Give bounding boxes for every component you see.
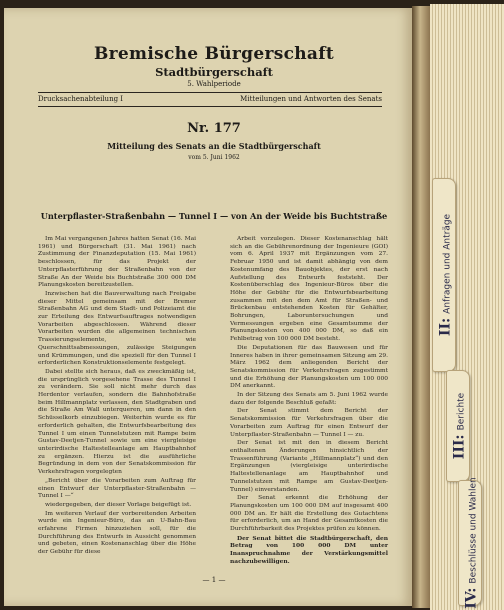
paragraph: Arbeit vorzulegen. Dieser Kostenanschlag hält sich an die Gebührenordnung der Ingenieure (GOI) vom 6. April 1937 mit Ergänzungen vom 27. Februar 1950 und ist damit abhängig von dem Kostenumfang des Bauobjektes, der erst nach Aufstellung des Entwurfs feststeht. Der Kostenüberschlag des Ingenieur-Büros über die Höhe der Gebühr für die Entwurfsbearbeitung zusammen mit den dem Amt für Straßen- und Brückenbau entstehenden Kosten für Gehälter, Bohrungen, Laboruntersuchungen und Vermessungen ergeben eine Gesamtsumme der Planungskosten von 400 000 DM, so daß ein Fehlbetrag von 100 000 DM besteht. [230,236,388,343]
tab-label: III:Berichte [451,392,468,460]
header-rule-top [38,92,382,93]
election-period: 5. Wahlperiode [187,80,241,88]
document-page [4,8,412,606]
paragraph-resolution: Der Senat bittet die Stadtbürgerschaft, den Betrag von 100 000 DM unter Inanspruchnahme der Verstärkungsmittel nachzubewilligen. [230,534,388,565]
document-number: Nr. 177 [187,121,241,136]
header-rule-bottom [38,106,382,107]
paragraph: Der Senat erkennt die Erhöhung der Planungskosten um 100 000 DM auf insgesamt 400 000 DM an. Er hält die Erstellung des Gutachtens für erforderlich, um an Hand der Gesamtkosten die Durchführbarkeit des Projektes prüfen zu können. [230,495,388,533]
paragraph: Dabei stellte sich heraus, daß es zweckmäßig ist, die ursprünglich vorgesehene Trasse des Tunnel I zu verändern. Sie soll nicht mehr durch das Herdentor verlaufen, sondern die Bahnhofstraße beim Hillmannplatz verlassen, den Stadtgraben und die Straße Am Wall unterqueren, um dann in den Schüsselkorb einzubiegen. Weiterhin wurde es für erforderlich gehalten, die Entwurfsbearbeitung des Tunnel I um einen Tunnelstutzen mit Rampe beim Gustav-Deetjen-Tunnel sowie um eine viergleisige unterirdische Haltestelleanlage am Hauptbahnhof zu ergänzen. Hierzu ist die ausführliche Begründung in dem von der Senatskommission für Verkehrsfragen vorgelegten [38,368,196,476]
paragraph: Inzwischen hat die Bauverwaltung nach Freigabe dieser Mittel gemeinsam mit der Bremer Straßenbahn AG und dem Stadt- und Polizeiamt die zur Erteilung des Entwurfsauftrages notwendigen Vorarbeiten abgeschlossen. Während dieser Vorarbeiten wurden die allgemeinen technischen Trassierungselemente, wie Querschnittsabmessungen, zulässige Steigungen und Krümmungen, und die speziell für den Tunnel I erforderlichen Konstruktionselemente festgelegt. [38,290,196,367]
paragraph: Der Senat ist mit den in diesem Bericht enthaltenen Änderungen hinsichtlich der Trassenführung (Variante „Hillmannplatz“) und den Ergänzungen (viergleisige unterirdische Haltestellenanlage am Hauptbahnhof und Tunnelstutzen mit Rampe am Gustav-Deetjen-Tunnel) einverstanden. [230,440,388,493]
paragraph: wiedergegeben, der dieser Vorlage beigefügt ist. [45,501,192,508]
section-tab-anfragen[interactable] [432,178,456,372]
page-subtitle: Stadtbürgerschaft [155,65,273,79]
tab-label: II:Anfragen und Anträge [437,213,454,337]
page-title: Bremische Bürgerschaft [93,44,334,64]
series-label: Mitteilungen und Antworten des Senats [240,95,382,103]
page-number: — 1 — [202,576,226,584]
section-heading: Unterpflaster-Straßenbahn — Tunnel I — von An der Weide bis Buchtstraße [40,211,388,221]
paragraph: Im weiteren Verlauf der vorbereitenden Arbeiten wurde ein Ingenieur-Büro, das an U-Bahn-Bau erfahrene Firmen hinzuziehen soll, für die Durchführung des Entwurfs in Aussicht genommen und gebeten, einen Kostenanschlag über die Höhe der Gebühr für diese [38,510,196,556]
paragraph: In der Sitzung des Senats am 5. Juni 1962 wurde dazu der folgende Beschluß gefaßt: [230,392,388,406]
text-column-left [38,236,196,558]
paragraph: Im Mai vergangenen Jahres hatten Senat (16. Mai 1961) und Bürgerschaft (31. Mai 1961) nach Zustimmung der Finanzdeputation (15. Mai 1961) beschlossen, für das Projekt der Unterpflasterführung der Straßenbahn von der Straße An der Weide bis Buchtstraße 300 000 DM Planungskosten bereitzustellen. [38,236,196,289]
tab-label: IV:Beschlüsse und Wahlen [463,477,480,609]
text-column-right [230,236,388,567]
binding-gutter [412,6,430,608]
paragraph: „Bericht über die Vorarbeiten zum Auftrag für einen Entwurf der Unterpflaster-Straßenbahn — Tunnel I —“ [38,477,196,500]
department-label: Drucksachenabteilung I [38,95,124,103]
paragraph: Der Senat stimmt dem Bericht der Senatskommission für Verkehrsfragen über die Vorarbeiten zum Auftrag für einen Entwurf der Unterpflaster-Straßenbahn — Tunnel I — zu. [230,408,388,438]
document-title: Mitteilung des Senats an die Stadtbürgerschaft [107,141,321,151]
document-date: vom 5. Juni 1962 [188,154,240,161]
paragraph: Die Deputationen für das Bauwesen und für Inneres haben in ihrer gemeinsamen Sitzung am 29. März 1962 dem anliegenden Bericht der Senatskommission für Verkehrsfragen zugestimmt und die Erhöhung der Planungskosten um 100 000 DM anerkannt. [230,344,388,390]
section-tab-beschluesse[interactable] [458,477,482,609]
section-tab-berichte[interactable] [446,370,470,482]
